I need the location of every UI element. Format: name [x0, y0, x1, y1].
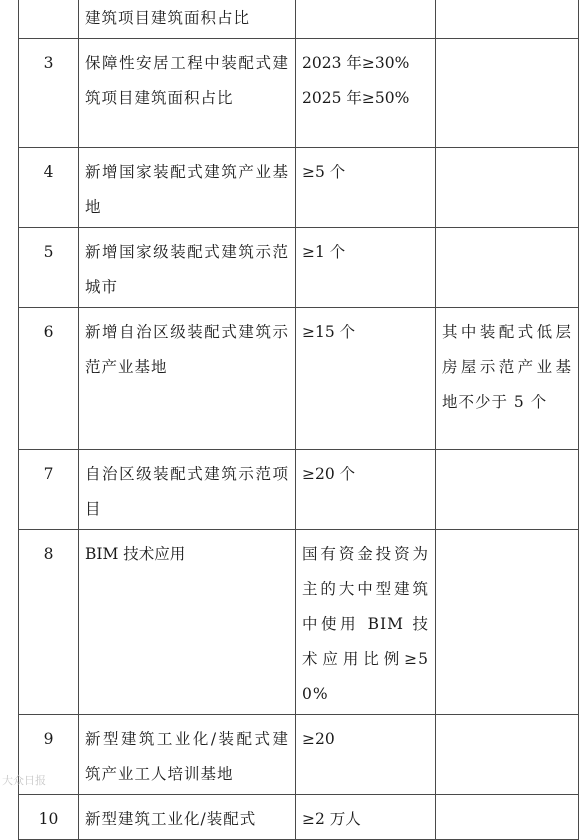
row-number: 4 — [19, 148, 79, 228]
row-number: 8 — [19, 530, 79, 715]
row-number: 9 — [19, 715, 79, 795]
table-row — [19, 148, 579, 228]
target-cell — [296, 0, 436, 39]
target-cell: ≥2 万人 — [296, 795, 436, 840]
note-cell — [436, 0, 579, 39]
table-row — [19, 308, 579, 450]
note-cell — [436, 148, 579, 228]
note-cell — [436, 450, 579, 530]
item-cell: 新型建筑工业化/装配式 — [79, 795, 296, 840]
target-cell: ≥15 个 — [296, 308, 436, 450]
item-cell: 新型建筑工业化/装配式建筑产业工人培训基地 — [79, 715, 296, 795]
item-cell: 保障性安居工程中装配式建筑项目建筑面积占比 — [79, 39, 296, 148]
item-cell: BIM 技术应用 — [79, 530, 296, 715]
item-cell: 新增自治区级装配式建筑示范产业基地 — [79, 308, 296, 450]
table-row — [19, 795, 579, 840]
table-row — [19, 0, 579, 39]
note-cell: 其中装配式低层房屋示范产业基地不少于 5 个 — [436, 308, 579, 450]
table-row — [19, 715, 579, 795]
note-cell — [436, 715, 579, 795]
note-cell — [436, 39, 579, 148]
target-cell: ≥1 个 — [296, 228, 436, 308]
row-number: 5 — [19, 228, 79, 308]
row-number: 6 — [19, 308, 79, 450]
table-row — [19, 39, 579, 148]
target-cell: ≥5 个 — [296, 148, 436, 228]
table-row — [19, 228, 579, 308]
table-row — [19, 450, 579, 530]
item-cell: 建筑项目建筑面积占比 — [79, 0, 296, 39]
item-cell: 自治区级装配式建筑示范项目 — [79, 450, 296, 530]
target-cell: 国有资金投资为主的大中型建筑中使用 BIM 技术应用比例≥50% — [296, 530, 436, 715]
row-number: 10 — [19, 795, 79, 840]
target-cell: ≥20 个 — [296, 450, 436, 530]
targets-table — [18, 0, 579, 840]
row-number — [19, 0, 79, 39]
note-cell — [436, 530, 579, 715]
item-cell: 新增国家级装配式建筑示范城市 — [79, 228, 296, 308]
target-cell: ≥20 — [296, 715, 436, 795]
note-cell — [436, 228, 579, 308]
row-number: 3 — [19, 39, 79, 148]
table-row — [19, 530, 579, 715]
row-number: 7 — [19, 450, 79, 530]
watermark-logo: 大众日报 — [2, 774, 46, 787]
item-cell: 新增国家装配式建筑产业基地 — [79, 148, 296, 228]
note-cell — [436, 795, 579, 840]
target-cell: 2023 年≥30% 2025 年≥50% — [296, 39, 436, 148]
